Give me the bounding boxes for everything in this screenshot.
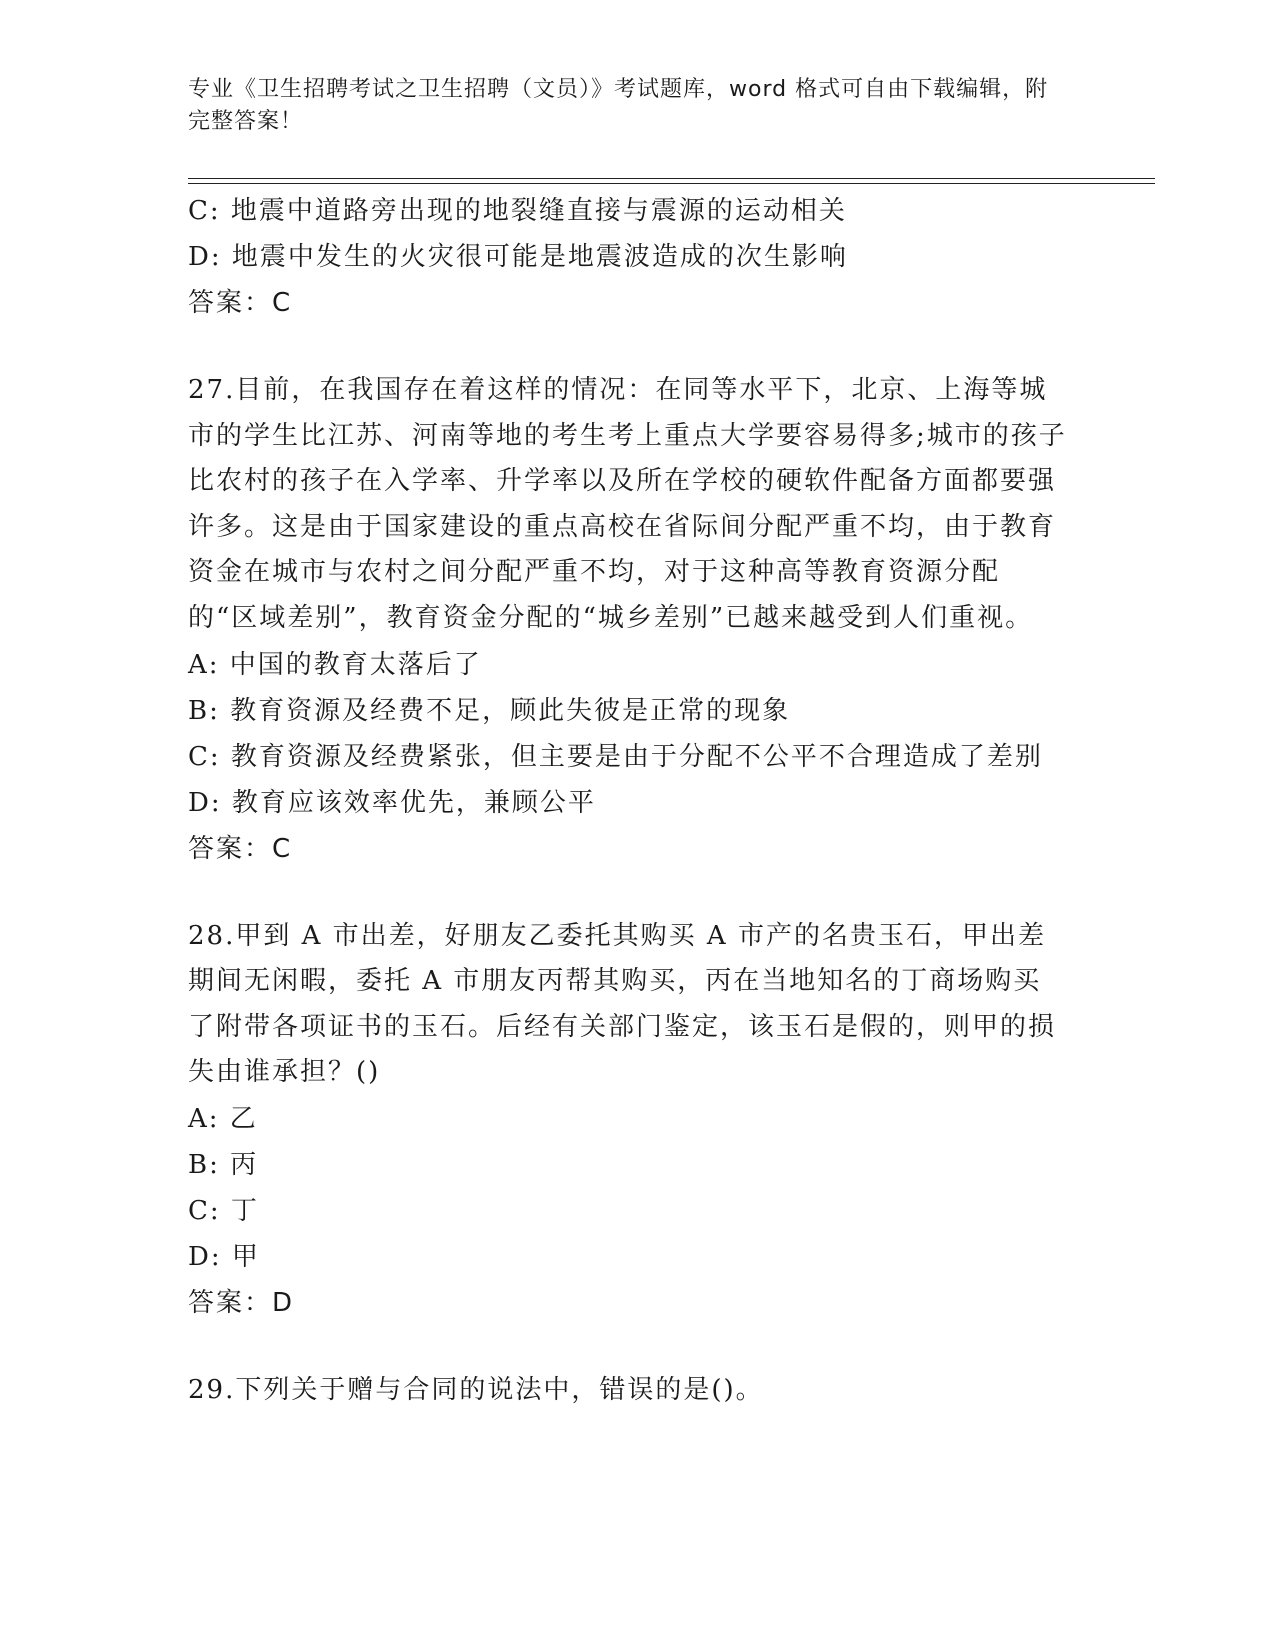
option-b: B: 教育资源及经费不足，顾此失彼是正常的现象	[188, 695, 791, 726]
question-27	[188, 368, 1088, 872]
question-list	[188, 188, 1088, 1414]
option-d: D: 地震中发生的火灾很可能是地震波造成的次生影响	[188, 242, 848, 272]
option-a: A: 乙	[188, 1103, 258, 1134]
question-stem: 28.甲到 A 市出差，好朋友乙委托其购买 A 市产的名贵玉石，甲出差期间无闲暇，委托 A 市朋友丙帮其购买，丙在当地知名的丁商场购买了附带各项证书的玉石。后经有关部门鉴定，该玉石是假的，则甲的损失由谁承担？()	[188, 920, 1057, 1088]
spacer	[188, 326, 1088, 368]
option-c: C: 教育资源及经费紧张，但主要是由于分配不公平不合理造成了差别	[188, 741, 1043, 772]
answer-label: 答案：D	[188, 1287, 295, 1318]
option-b: B: 丙	[188, 1149, 259, 1180]
header-rule-top	[188, 178, 1155, 179]
option-a: A: 中国的教育太落后了	[188, 649, 482, 680]
answer-label: 答案：C	[188, 833, 293, 864]
spacer	[188, 1326, 1088, 1368]
question-26-tail	[188, 188, 1088, 326]
spacer	[188, 872, 1088, 914]
header-rule-bottom	[188, 183, 1155, 184]
question-28	[188, 914, 1088, 1326]
option-d: D: 甲	[188, 1241, 260, 1272]
header-description: 专业《卫生招聘考试之卫生招聘（文员）》考试题库，word 格式可自由下载编辑，附完整答案！	[188, 77, 1049, 134]
question-stem: 29.下列关于赠与合同的说法中，错误的是()。	[188, 1374, 764, 1405]
option-c: C: 地震中道路旁出现的地裂缝直接与震源的运动相关	[188, 196, 847, 226]
answer-label: 答案：C	[188, 288, 293, 318]
question-stem: 27.目前，在我国存在着这样的情况：在同等水平下，北京、上海等城市的学生比江苏、河南等地的考生考上重点大学要容易得多;城市的孩子比农村的孩子在入学率、升学率以及所在学校的硬软件配备方面都要强许多。这是由于国家建设的重点高校在省际间分配严重不均，由于教育资金在城市与农村之间分配严重不均，对于这种高等教育资源分配的“区域差别”，教育资金分配的“城乡差别”已越来越受到人们重视。	[188, 375, 1067, 633]
question-29	[188, 1368, 1088, 1414]
option-c: C: 丁	[188, 1195, 259, 1226]
option-d: D: 教育应该效率优先，兼顾公平	[188, 787, 596, 818]
